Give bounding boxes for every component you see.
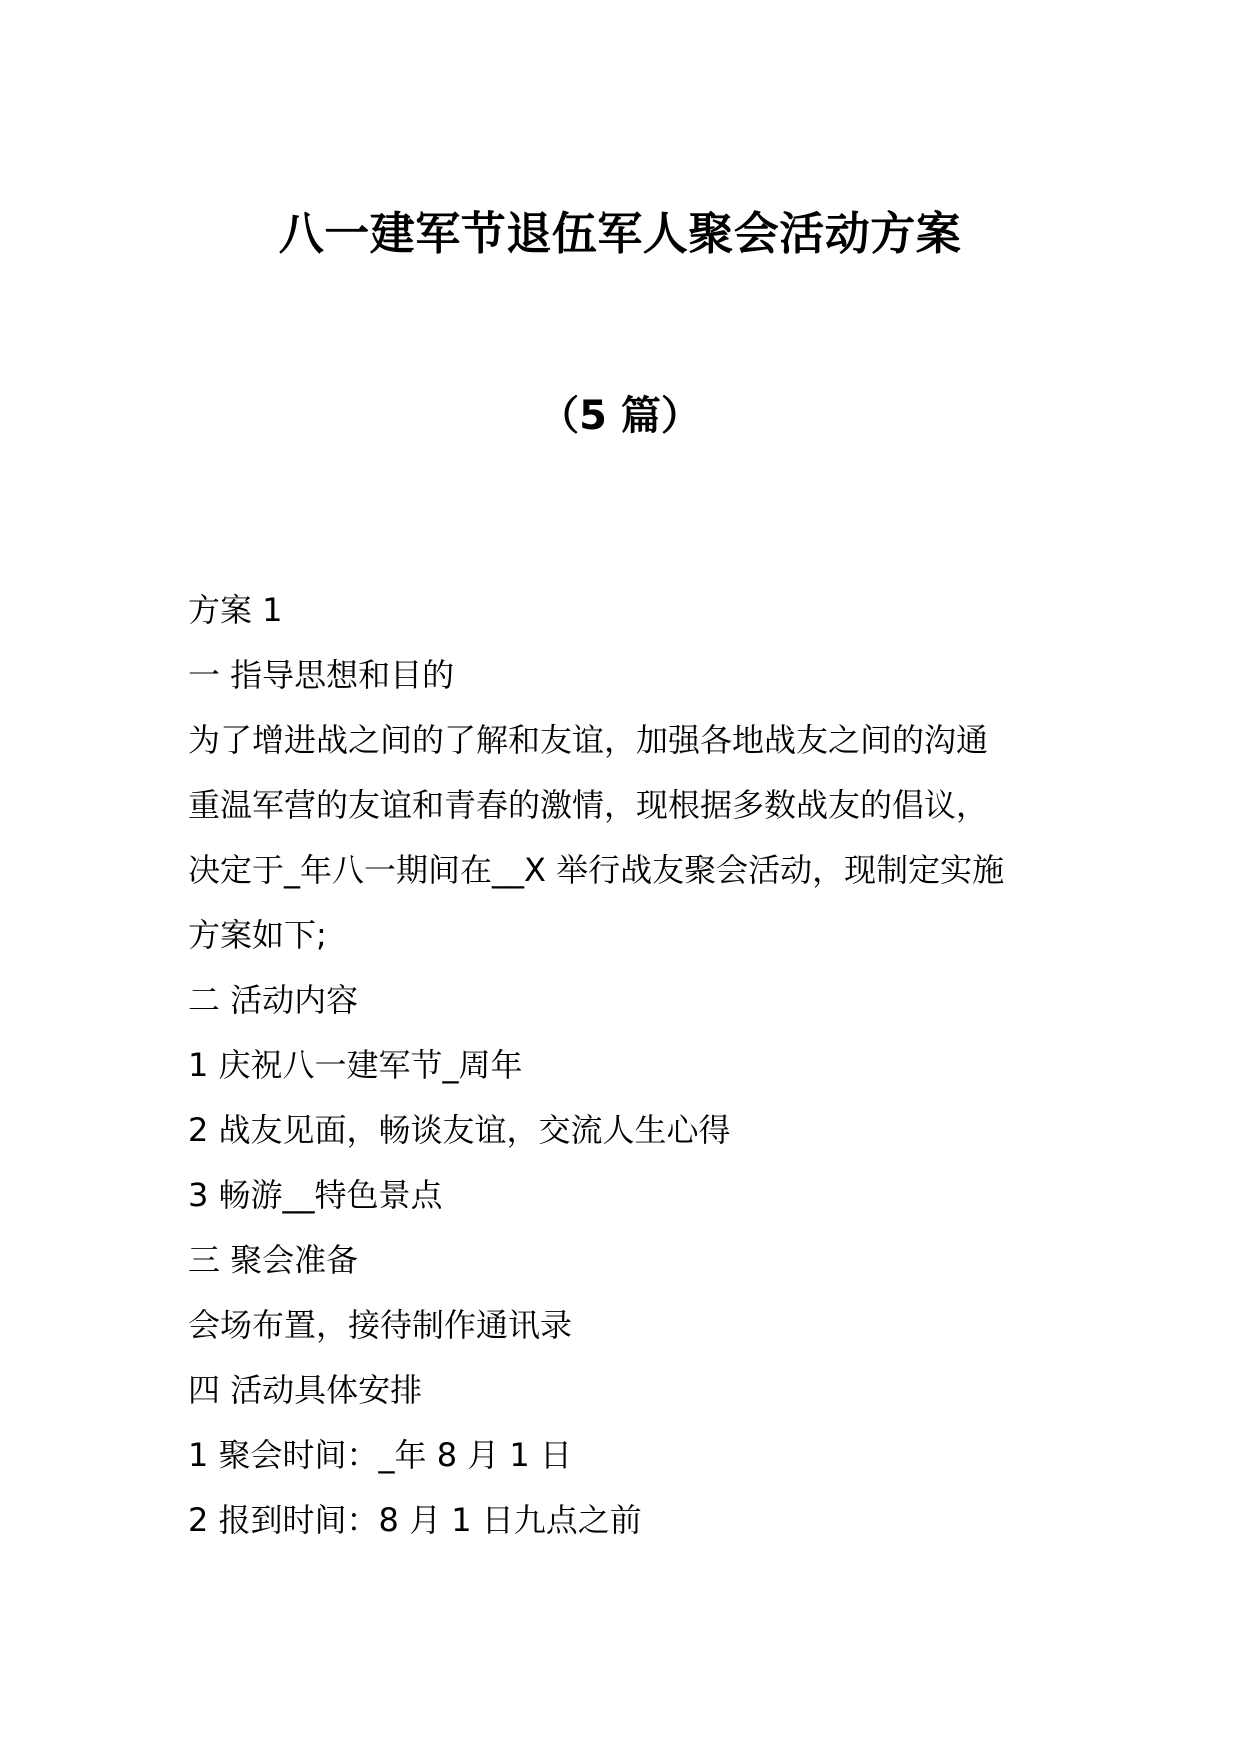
list-item: 1 聚会时间：_年 8 月 1 日 (188, 1436, 572, 1474)
document-subtitle: （5 篇） (539, 393, 701, 439)
section-heading: 四 活动具体安排 (188, 1371, 423, 1409)
list-item: 1 庆祝八一建军节_周年 (188, 1046, 523, 1084)
section-heading: 二 活动内容 (188, 981, 359, 1019)
text-line: 决定于_年八一期间在__X 举行战友聚会活动，现制定实施 (188, 851, 1005, 889)
list-item: 2 报到时间：8 月 1 日九点之前 (188, 1501, 642, 1539)
section-heading: 一 指导思想和目的 (188, 656, 455, 694)
document-body (188, 578, 1058, 1553)
section-heading: 三 聚会准备 (188, 1241, 359, 1279)
text-line: 会场布置，接待制作通讯录 (188, 1306, 573, 1344)
list-item: 2 战友见面，畅谈友谊，交流人生心得 (188, 1111, 731, 1149)
list-item: 3 畅游__特色景点 (188, 1176, 443, 1214)
text-line: 方案如下; (188, 916, 327, 954)
text-line: 重温军营的友谊和青春的激情，现根据多数战友的倡议， (188, 786, 989, 824)
text-line: 方案 1 (188, 591, 283, 629)
document-title: 八一建军节退伍军人聚会活动方案 (278, 207, 962, 260)
text-line: 为了增进战之间的了解和友谊，加强各地战友之间的沟通 (188, 721, 989, 759)
